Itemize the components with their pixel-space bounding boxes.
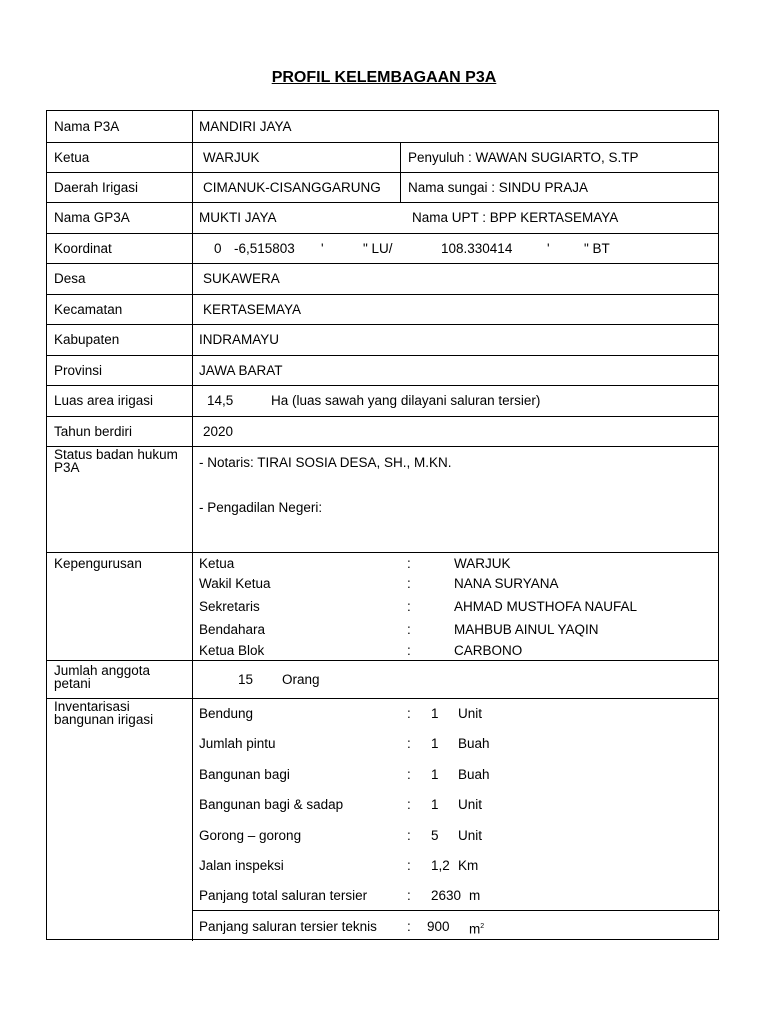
koordinat-q1: ' xyxy=(321,241,324,256)
inventaris-qty: 2630 xyxy=(431,888,462,903)
pengurus-name: CARBONO xyxy=(454,643,523,658)
inventaris-qty: 1 xyxy=(431,736,439,751)
inventaris-unit: m xyxy=(469,888,481,903)
nama-upt-value: Nama UPT : BPP KERTASEMAYA xyxy=(412,210,619,225)
luas-note: Ha (luas sawah yang dilayani saluran tersier) xyxy=(271,393,541,408)
inventaris-colon: : xyxy=(407,706,411,721)
nama-gp3a-label: Nama GP3A xyxy=(54,210,130,225)
ketua-label: Ketua xyxy=(54,150,90,165)
jumlah-unit: Orang xyxy=(282,672,320,687)
inventaris-teknis-sup: 2 xyxy=(480,923,485,930)
status-notaris: - Notaris: TIRAI SOSIA DESA, SH., M.KN. xyxy=(199,455,452,470)
inventaris-qty: 5 xyxy=(431,828,439,843)
pengurus-name: WARJUK xyxy=(454,556,511,571)
inventaris-qty: 1 xyxy=(431,797,439,812)
pengurus-name: AHMAD MUSTHOFA NAUFAL xyxy=(454,599,638,614)
koordinat-q2: ' xyxy=(547,241,550,256)
inventaris-teknis-qty: 900 xyxy=(427,919,450,934)
page-title: PROFIL KELEMBAGAAN P3A xyxy=(271,69,497,86)
inventaris-colon: : xyxy=(407,888,411,903)
inventaris-colon: : xyxy=(407,858,411,873)
inventaris-colon: : xyxy=(407,828,411,843)
luas-label: Luas area irigasi xyxy=(54,393,154,408)
kepengurusan-label: Kepengurusan xyxy=(54,556,142,571)
inventaris-name: Bendung xyxy=(199,706,254,721)
inventaris-colon: : xyxy=(407,767,411,782)
pengurus-role: Ketua Blok xyxy=(199,643,265,658)
pengurus-name: MAHBUB AINUL YAQIN xyxy=(454,622,599,637)
pengurus-role: Sekretaris xyxy=(199,599,260,614)
inventaris-name: Bangunan bagi & sadap xyxy=(199,797,344,812)
tahun-value: 2020 xyxy=(203,424,234,439)
kecamatan-label: Kecamatan xyxy=(54,302,123,317)
inventaris-unit: Km xyxy=(458,858,479,873)
pengurus-colon: : xyxy=(407,576,411,591)
koordinat-min1: -6,515803 xyxy=(234,241,295,256)
pengurus-colon: : xyxy=(407,643,411,658)
desa-label: Desa xyxy=(54,271,86,286)
koordinat-s2: " BT xyxy=(584,241,610,256)
inventaris-qty: 1 xyxy=(431,706,439,721)
desa-value: SUKAWERA xyxy=(203,271,280,286)
nama-sungai-value: Nama sungai : SINDU PRAJA xyxy=(408,180,589,195)
inventaris-name: Panjang total saluran tersier xyxy=(199,888,368,903)
kecamatan-value: KERTASEMAYA xyxy=(203,302,302,317)
nama-gp3a-value: MUKTI JAYA xyxy=(199,210,277,225)
pengurus-role: Wakil Ketua xyxy=(199,576,271,591)
inventaris-unit: Unit xyxy=(458,706,483,721)
inventaris-teknis-name: Panjang saluran tersier teknis xyxy=(199,919,377,934)
nama-p3a-value: MANDIRI JAYA xyxy=(199,119,292,134)
inventaris-teknis-colon: : xyxy=(407,919,411,934)
pengurus-role: Bendahara xyxy=(199,622,266,637)
jumlah-value: 15 xyxy=(238,672,254,687)
inventaris-qty: 1,2 xyxy=(431,858,450,873)
ketua-value: WARJUK xyxy=(203,150,260,165)
status-label: Status badan hukum P3A xyxy=(54,447,178,475)
pengurus-role: Ketua xyxy=(199,556,235,571)
jumlah-label: Jumlah anggota petani xyxy=(54,663,151,691)
inventaris-unit: Unit xyxy=(458,828,483,843)
inventaris-unit: Unit xyxy=(458,797,483,812)
kabupaten-label: Kabupaten xyxy=(54,332,120,347)
nama-p3a-label: Nama P3A xyxy=(54,119,120,134)
inventaris-name: Gorong – gorong xyxy=(199,828,302,843)
inventaris-teknis-unit xyxy=(469,919,484,937)
inventarisasi-label: Inventarisasi bangunan irigasi xyxy=(54,699,154,727)
tahun-label: Tahun berdiri xyxy=(54,424,133,439)
inventaris-colon: : xyxy=(407,736,411,751)
inventaris-unit: Buah xyxy=(458,767,490,782)
luas-value: 14,5 xyxy=(207,393,234,408)
daerah-irigasi-label: Daerah Irigasi xyxy=(54,180,139,195)
inventaris-name: Jalan inspeksi xyxy=(199,858,284,873)
inventaris-unit: Buah xyxy=(458,736,490,751)
koordinat-deg1: 0 xyxy=(214,241,222,256)
koordinat-s1: " LU/ xyxy=(363,241,393,256)
daerah-irigasi-value: CIMANUK-CISANGGARUNG xyxy=(203,180,381,195)
kabupaten-value: INDRAMAYU xyxy=(199,332,280,347)
pengurus-colon: : xyxy=(407,599,411,614)
penyuluh-value: Penyuluh : WAWAN SUGIARTO, S.TP xyxy=(408,150,639,165)
status-pengadilan: - Pengadilan Negeri: xyxy=(199,500,323,515)
inventaris-colon: : xyxy=(407,797,411,812)
provinsi-value: JAWA BARAT xyxy=(199,363,283,378)
pengurus-name: NANA SURYANA xyxy=(454,576,559,591)
inventaris-name: Jumlah pintu xyxy=(199,736,276,751)
koordinat-deg2: 108.330414 xyxy=(441,241,513,256)
pengurus-colon: : xyxy=(407,556,411,571)
inventaris-qty: 1 xyxy=(431,767,439,782)
provinsi-label: Provinsi xyxy=(54,363,103,378)
inventaris-teknis-unit-text: m xyxy=(469,921,481,937)
inventaris-name: Bangunan bagi xyxy=(199,767,290,782)
pengurus-colon: : xyxy=(407,622,411,637)
koordinat-label: Koordinat xyxy=(54,241,112,256)
profile-table xyxy=(46,110,719,940)
